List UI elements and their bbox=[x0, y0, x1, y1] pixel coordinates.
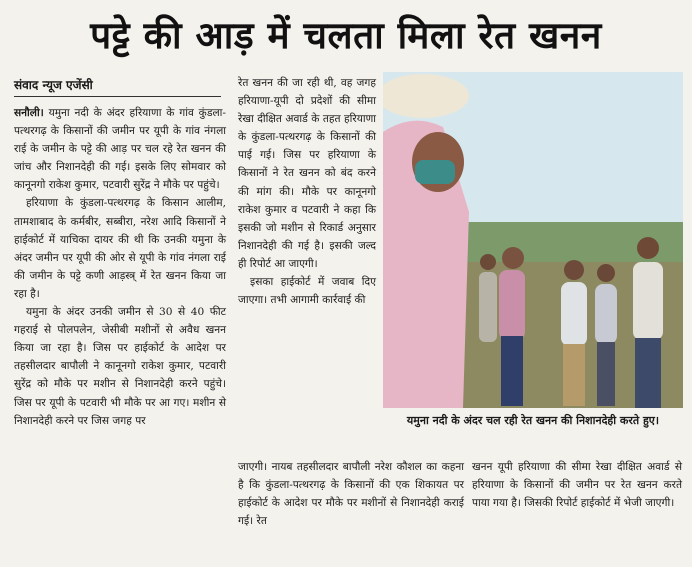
page-title: पट्टे की आड़ में चलता मिला रेत खनन bbox=[90, 13, 602, 57]
paragraph-5: इसका हाईकोर्ट में जवाब दिए जाएगा। तभी आगामी कार्रवाई की bbox=[238, 276, 376, 307]
byline: संवाद न्यूज एजेंसी bbox=[14, 78, 93, 92]
photo-caption: यमुना नदी के अंदर चल रही रेत खनन की निशानदेही करते हुए। bbox=[406, 414, 660, 427]
paragraph-3: यमुना के अंदर उनकी जमीन से 30 से 40 फीट गहराई से पोलपलेन, जेसीबी मशीनों से अवैध खनन किया जा रहा है। जिस पर हाईकोर्ट के आदेश पर तहसीलदार बापौली ने कानूनगो राकेश कुमार, पटवारी सुरेंद्र को मौके पर मशीन से निशानदेही करने पहुंचे। जिस पर यूपी के पटवारी भी मौके पर आ गए। मशीन से निशानदेही करने पर जिस जगह पर bbox=[14, 306, 226, 427]
byline-divider bbox=[14, 96, 221, 97]
article-column-3: खनन यूपी हरियाणा की सीमा रेखा दीक्षित अवार्ड से हरियाणा के किसानों की जमीन पर रेत खनन करते पाया गया है। जिसकी रिपोर्ट हाईकोर्ट में भेजी जाएगी। bbox=[472, 461, 682, 510]
article-column-1 bbox=[14, 104, 226, 430]
article-column-2 bbox=[238, 74, 376, 309]
paragraph-1 bbox=[14, 104, 226, 194]
paragraph-1-text: यमुना नदी के अंदर हरियाणा के गांव कुंडला-पत्थरगढ़ के किसानों की जमीन पर यूपी के गांव नंगला राई के जमीन के पट्टे की आड़ पर चल रहे रेत खनन की जांच और निशानदेही की गई। इसके लिए सोमवार को कानूनगो राकेश कुमार, पटवारी सुरेंद्र ने मौके पर पहुंचे। bbox=[14, 107, 226, 192]
article-column-2-bottom: जाएगी। नायब तहसीलदार बापौली नरेश कौशल का कहना है कि कुंडला-पत्थरगढ़ के किसानों की एक शिकायत पर हाईकोर्ट के आदेश पर मौके पर मशीनों से निशानदेही कराई गई। रेत bbox=[238, 461, 464, 528]
paragraph-2: हरियाणा के कुंडला-पत्थरगढ़ के किसान आलीम, तामशाबाद के कर्मबीर, सब्बीरा, नरेश आदि किसानों ने हाईकोर्ट में याचिका दायर की थी कि उनकी यमुना के अंदर जमीन पर यूपी की ओर से यूपी के गांव नंगला राई की जमीन के पट्टे कणी आड़स्त्र् में रेत खनन किया जा रहा है। bbox=[14, 197, 226, 300]
field-inspection-photo bbox=[383, 72, 683, 408]
paragraph-4: रेत खनन की जा रही थी, वह जगह हरियाणा-यूपी दो प्रदेशों की सीमा रेखा दीक्षित अवार्ड के तहत हरियाणा के कुंडला-पत्थरगढ़ के किसानों की पाई गई। जिस पर हरियाणा के किसानों ने रेत खनन को बंद करने की मांग की। मौके पर कानूनगो राकेश कुमार व पटवारी ने कहा कि इसकी जो मशीन से रिकार्ड अनुसार निशानदेही की गई है। इसकी जल्द ही रिपोर्ट आ जाएगी। bbox=[238, 77, 376, 270]
news-photo bbox=[383, 72, 683, 408]
dateline: सनौली। bbox=[14, 107, 44, 119]
